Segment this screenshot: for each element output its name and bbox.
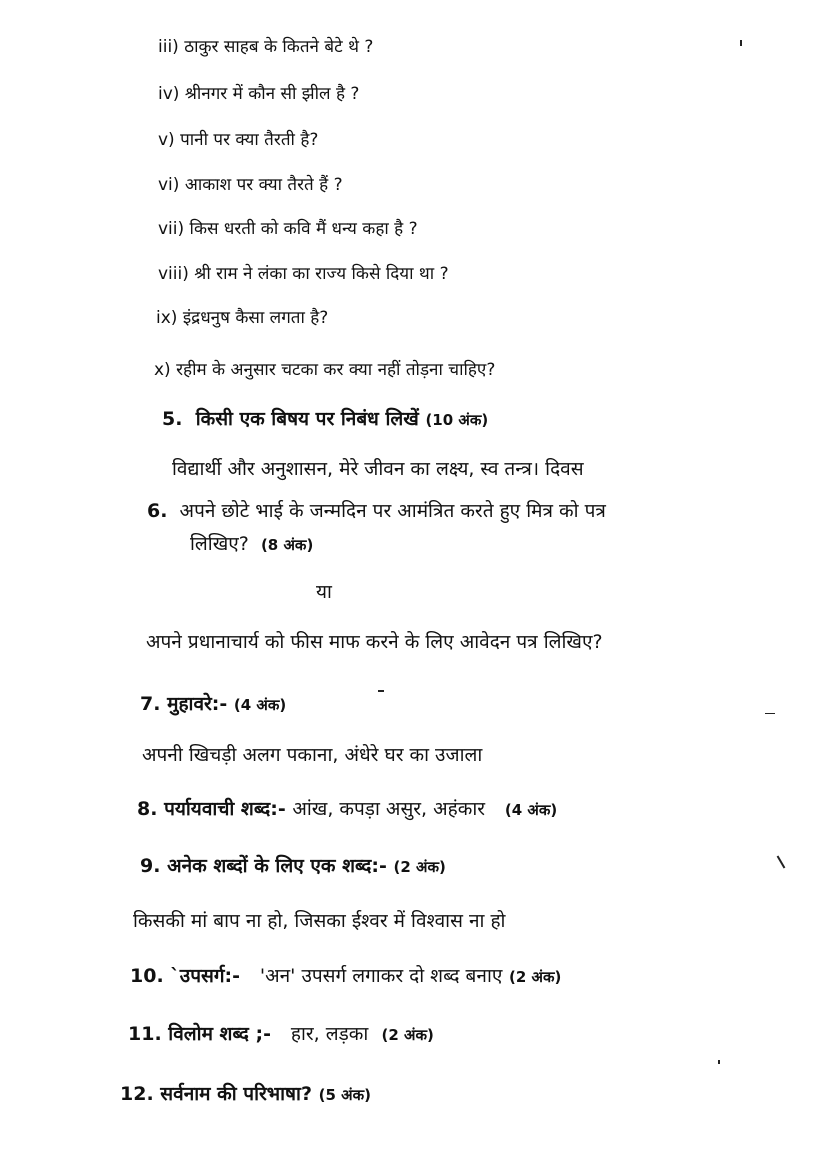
section-5-topics: विद्यार्थी और अनुशासन, मेरे जीवन का लक्ष्य, स्व तन्त्र। दिवस bbox=[172, 458, 584, 480]
question-number: iii) bbox=[158, 37, 179, 57]
scan-speck bbox=[378, 690, 384, 692]
section-words: आंख, कपड़ा असुर, अहंकार bbox=[292, 798, 486, 820]
question-text: ठाकुर साहब के कितने बेटे थे ? bbox=[184, 37, 374, 57]
section-title: `उपसर्ग:- bbox=[170, 965, 241, 987]
section-words: हार, लड़का bbox=[290, 1023, 369, 1045]
question-iii bbox=[158, 34, 373, 57]
section-title: पर्यायवाची शब्द:- bbox=[164, 798, 286, 820]
scan-speck bbox=[765, 713, 775, 714]
question-text: किस धरती को कवि मैं धन्य कहा है ? bbox=[189, 219, 418, 239]
section-number: 6. bbox=[147, 500, 168, 522]
question-viii bbox=[158, 261, 449, 284]
marks-label: (5 अंक) bbox=[318, 1086, 371, 1104]
section-8-heading bbox=[137, 795, 557, 821]
section-title: अनेक शब्दों के लिए एक शब्द:- bbox=[167, 855, 387, 877]
question-iv bbox=[158, 81, 359, 104]
question-number: vii) bbox=[158, 219, 185, 239]
question-number: x) bbox=[154, 360, 171, 380]
question-text: इंद्रधनुष कैसा लगता है? bbox=[182, 308, 329, 328]
question-number: v) bbox=[158, 130, 175, 150]
section-title: सर्वनाम की परिभाषा? bbox=[160, 1083, 312, 1105]
marks-label: (4 अंक) bbox=[233, 696, 287, 714]
section-5-heading bbox=[162, 405, 488, 431]
marks-label: (8 अंक) bbox=[260, 536, 314, 554]
question-ix bbox=[156, 305, 328, 328]
section-number: 8. bbox=[137, 798, 158, 820]
question-number: vi) bbox=[158, 175, 180, 195]
section-prompt: अपने छोटे भाई के जन्मदिन पर आमंत्रित करते हुए मित्र को पत्र bbox=[179, 500, 606, 522]
section-title: किसी एक बिषय पर निबंध लिखें bbox=[195, 408, 419, 430]
scan-speck bbox=[740, 40, 742, 46]
section-title: विलोम शब्द ;- bbox=[168, 1023, 271, 1045]
question-vii bbox=[158, 216, 418, 239]
section-number: 12. bbox=[120, 1083, 154, 1105]
question-text: आकाश पर क्या तैरते हैं ? bbox=[184, 175, 343, 195]
or-separator: या bbox=[316, 581, 332, 603]
question-number: iv) bbox=[158, 84, 180, 104]
marks-label: (10 अंक) bbox=[425, 411, 489, 429]
marks-label: (2 अंक) bbox=[381, 1026, 434, 1044]
section-6-heading-cont bbox=[190, 530, 313, 556]
section-number: 7. bbox=[140, 693, 161, 715]
section-9-phrases: किसकी मां बाप ना हो, जिसका ईश्वर में विश्वास ना हो bbox=[133, 910, 506, 932]
section-number: 10. bbox=[130, 965, 164, 987]
question-text: पानी पर क्या तैरती है? bbox=[180, 130, 319, 150]
question-number: viii) bbox=[158, 264, 189, 284]
section-7-idioms: अपनी खिचड़ी अलग पकाना, अंधेरे घर का उजाला bbox=[142, 744, 483, 766]
question-v bbox=[158, 127, 318, 150]
section-prompt: 'अन' उपसर्ग लगाकर दो शब्द बनाए bbox=[259, 965, 503, 987]
section-9-heading bbox=[140, 852, 446, 878]
section-6-heading bbox=[147, 497, 606, 523]
question-vi bbox=[158, 172, 343, 195]
section-number: 5. bbox=[162, 408, 183, 430]
section-6-alternative: अपने प्रधानाचार्य को फीस माफ करने के लिए आवेदन पत्र लिखिए? bbox=[146, 631, 603, 653]
question-x bbox=[154, 357, 495, 380]
marks-label: (2 अंक) bbox=[509, 968, 562, 986]
question-text: श्री राम ने लंका का राज्य किसे दिया था ? bbox=[194, 264, 449, 284]
section-title: मुहावरे:- bbox=[167, 693, 228, 715]
scan-speck bbox=[777, 855, 786, 868]
section-7-heading bbox=[140, 690, 286, 716]
question-text: श्रीनगर में कौन सी झील है ? bbox=[184, 84, 360, 104]
section-11-heading bbox=[128, 1020, 434, 1046]
marks-label: (2 अंक) bbox=[393, 858, 446, 876]
section-number: 11. bbox=[128, 1023, 162, 1045]
section-10-heading bbox=[130, 962, 561, 988]
marks-label: (4 अंक) bbox=[504, 801, 558, 819]
question-number: ix) bbox=[156, 308, 178, 328]
section-prompt-cont: लिखिए? bbox=[190, 533, 249, 555]
section-number: 9. bbox=[140, 855, 161, 877]
scan-speck bbox=[718, 1060, 720, 1064]
section-12-heading bbox=[120, 1080, 371, 1106]
question-text: रहीम के अनुसार चटका कर क्या नहीं तोड़ना चाहिए? bbox=[176, 360, 496, 380]
